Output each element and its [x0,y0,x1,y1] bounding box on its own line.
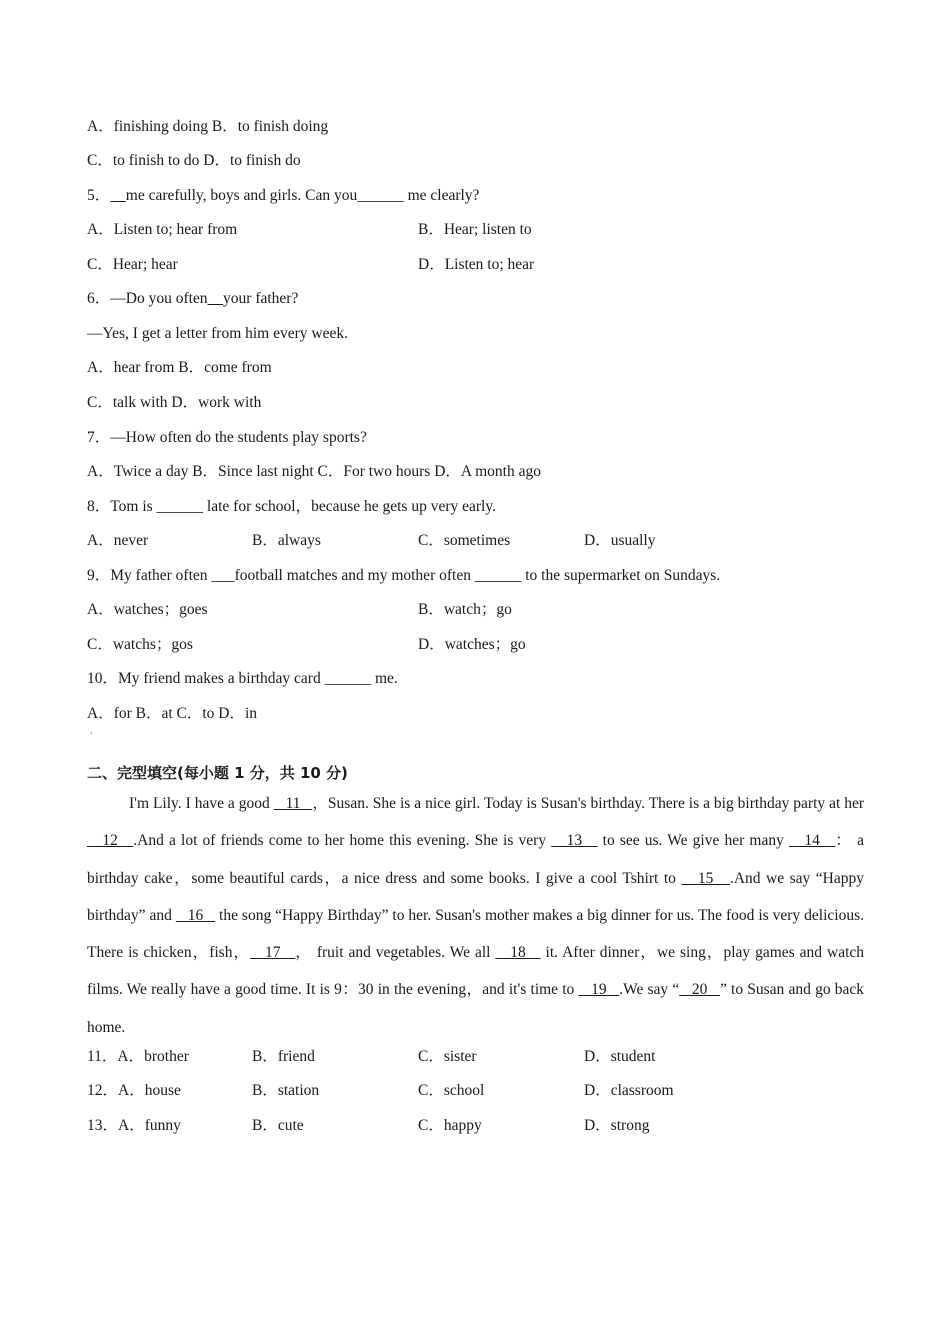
q4-options-ab: A．finishing doing B．to finish doing [87,118,329,135]
q8-option-b: B．always [252,532,321,549]
q7-options: A．Twice a day B．Since last night C．For two hours D．A month ago [87,463,541,480]
q4-options-cd: C．to finish to do D．to finish do [87,152,301,169]
blank-11: 11 [273,795,313,812]
q11-option-a: 11．A．brother [87,1048,189,1065]
q12-option-c: C．school [418,1082,485,1099]
blank-18: 18 [495,944,541,962]
q9-option-a: A．watches；goes [87,601,208,618]
q9-option-c: C．watchs；gos [87,636,193,653]
q9-stem: 9．My father often ___football matches and my mother often ______ to the supermarket on Sundays. [87,567,721,584]
section-heading: 二、完型填空(每小题 1 分，共 10 分) [87,764,348,782]
q11-option-d: D．student [584,1048,656,1065]
q6-answer-line: —Yes, I get a letter from him every week. [87,325,348,342]
q10-stem: 10．My friend makes a birthday card ______ me. [87,670,398,687]
blank-20: 20 [679,981,720,999]
q8-stem: 8．Tom is ______ late for school，because he gets up very early. [87,498,496,515]
q13-option-b: B．cute [252,1117,304,1134]
q12-option-b: B．station [252,1082,320,1099]
q6-options-cd: C．talk with D．work with [87,394,262,411]
q8-option-a: A．never [87,532,149,549]
q5-option-c: C．Hear; hear [87,256,178,273]
q12-option-a: 12．A．house [87,1082,181,1099]
passage-paragraph: I'm Lily. I have a good 11 ，Susan. She is a nice girl. Today is Susan's birthday. There is a big birthday party at her 12 .And a lot of friends come to her home this evening. She is very 13 to see us. We give her many 14 ： a birthday cake，some beautiful cards，a nice dress and some books. I give a cool Tshirt to 15 .And we say “Happy birthday” and 16 the song “Happy Birthday” to her. Susan's mother makes a big dinner for us. The food is very delicious. There is chicken，fish， 17 ， fruit and vegetables. We all 18 it. After dinner，we sing，play games and watch films. We really have a good time. It is 9：30 in the evening，and it's time to 19 .We say “ 20 ” to Susan and go back home. [87,795,865,1036]
blank-14: 14 [788,832,836,850]
q5-option-d: D．Listen to; hear [418,256,535,273]
blank-17: 17 [250,944,296,962]
blank-13: 13 [551,832,598,850]
q11-option-c: C．sister [418,1048,477,1065]
blank-12: 12 [87,832,134,850]
q8-option-d: D．usually [584,532,656,549]
blank-15: 15 [681,869,730,887]
q5-option-a: A．Listen to; hear from [87,221,238,238]
q12-option-d: D．classroom [584,1082,674,1099]
q13-option-a: 13．A．funny [87,1117,181,1134]
q11-option-b: B．friend [252,1048,315,1065]
q13-option-c: C．happy [418,1117,482,1134]
q9-option-d: D．watches；go [418,636,526,653]
q5-option-b: B．Hear; listen to [418,221,532,238]
blank-16: 16 [175,906,216,924]
blank-19: 19 [578,981,620,999]
q9-option-b: B．watch；go [418,601,512,618]
q6-stem: 6．—Do you often your father? [87,290,299,307]
cloze-passage [87,785,864,1046]
paragraph-mark: ʻ [90,730,93,740]
q10-options: A．for B．at C．to D．in [87,705,258,722]
q7-stem: 7．—How often do the students play sports? [87,429,367,446]
q6-options-ab: A．hear from B．come from [87,359,272,376]
q5-stem: 5． me carefully, boys and girls. Can you______ me clearly? [87,187,480,204]
q8-option-c: C．sometimes [418,532,511,549]
q13-option-d: D．strong [584,1117,650,1134]
